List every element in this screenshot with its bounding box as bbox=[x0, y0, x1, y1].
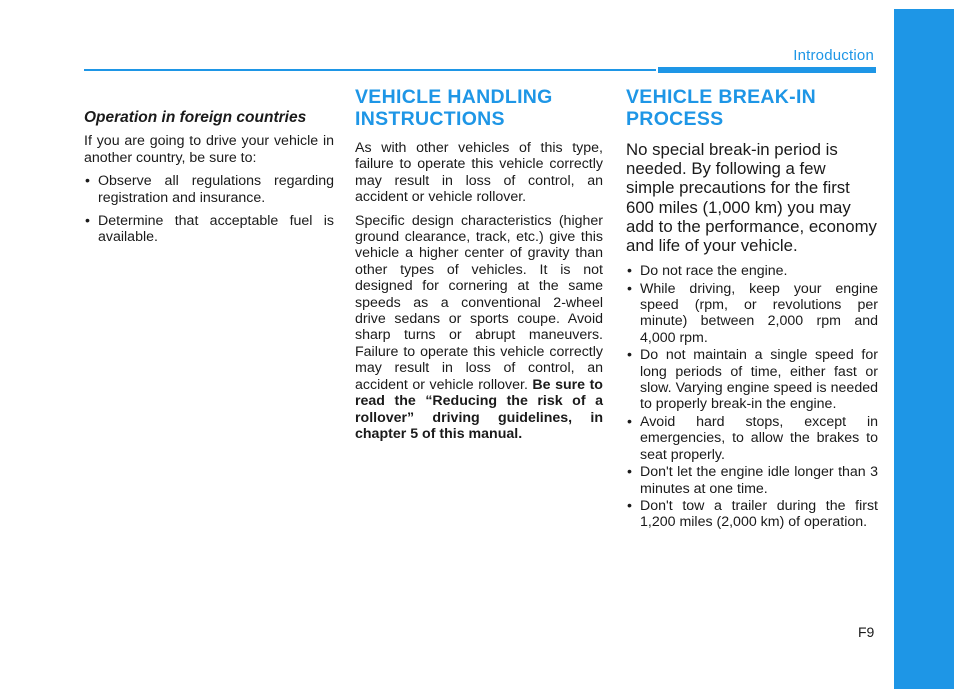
break-in-list bbox=[626, 263, 878, 531]
break-in-heading-line1: VEHICLE BREAK-IN bbox=[626, 86, 817, 108]
handling-paragraph-2-text: Specific design characteristics (higher ground clearance, track, etc.) give this vehicle a higher center of gravity than other types of vehicles. It is not designed for cornering at the same speeds as a conventional 2-wheel drive sedans or sports coupe. Avoid sharp turns or abrupt maneuvers. Failure to operate this vehicle correctly may result in loss of control, an accident or vehicle rollover. bbox=[355, 212, 603, 393]
foreign-operation-intro: If you are going to drive your vehicle in another country, be sure to: bbox=[84, 133, 334, 166]
handling-heading-line2: INSTRUCTIONS bbox=[355, 108, 505, 130]
list-item: • Do not race the engine. bbox=[626, 263, 878, 279]
handling-heading-line1: VEHICLE HANDLING bbox=[355, 86, 553, 108]
chapter-side-tab bbox=[894, 9, 954, 689]
header-rule bbox=[84, 69, 656, 71]
list-item: • Determine that acceptable fuel is available. bbox=[84, 213, 334, 246]
list-item: • Don't let the engine idle longer than 3 minutes at one time. bbox=[626, 464, 878, 497]
column-break-in bbox=[626, 86, 878, 532]
break-in-heading-line2: PROCESS bbox=[626, 108, 724, 130]
list-item: • Avoid hard stops, except in emergencies, to allow the brakes to seat properly. bbox=[626, 414, 878, 463]
handling-warning: Be sure to read the “Reducing the risk of a rollover” driving guidelines, in chapter 5 of this manual. bbox=[355, 376, 603, 442]
handling-paragraph-2 bbox=[355, 213, 603, 443]
page-number: F9 bbox=[858, 624, 875, 640]
list-item: • Don't tow a trailer during the first 1,200 miles (2,000 km) of operation. bbox=[626, 498, 878, 531]
list-item: • While driving, keep your engine speed (rpm, or revolutions per minute) between 2,000 rpm and 4,000 rpm. bbox=[626, 281, 878, 347]
handling-heading bbox=[355, 86, 603, 130]
column-handling-instructions bbox=[355, 86, 603, 449]
header-rule-accent bbox=[658, 67, 876, 73]
foreign-operation-list bbox=[84, 173, 334, 246]
list-item: • Observe all regulations regarding registration and insurance. bbox=[84, 173, 334, 206]
list-item: • Do not maintain a single speed for long periods of time, either fast or slow. Varying engine speed is needed to properly break-in the engine. bbox=[626, 347, 878, 413]
break-in-heading bbox=[626, 86, 878, 130]
column-foreign-operation bbox=[84, 110, 334, 253]
foreign-operation-heading: Operation in foreign countries bbox=[84, 109, 307, 126]
section-label: Introduction bbox=[793, 47, 874, 64]
break-in-lead: No special break-in period is needed. By following a few simple precautions for the first 600 miles (1,000 km) you may add to the performance, economy and life of your vehicle. bbox=[626, 140, 877, 256]
handling-paragraph-1: As with other vehicles of this type, failure to operate this vehicle correctly may result in loss of control, an accident or vehicle rollover. bbox=[355, 140, 603, 206]
